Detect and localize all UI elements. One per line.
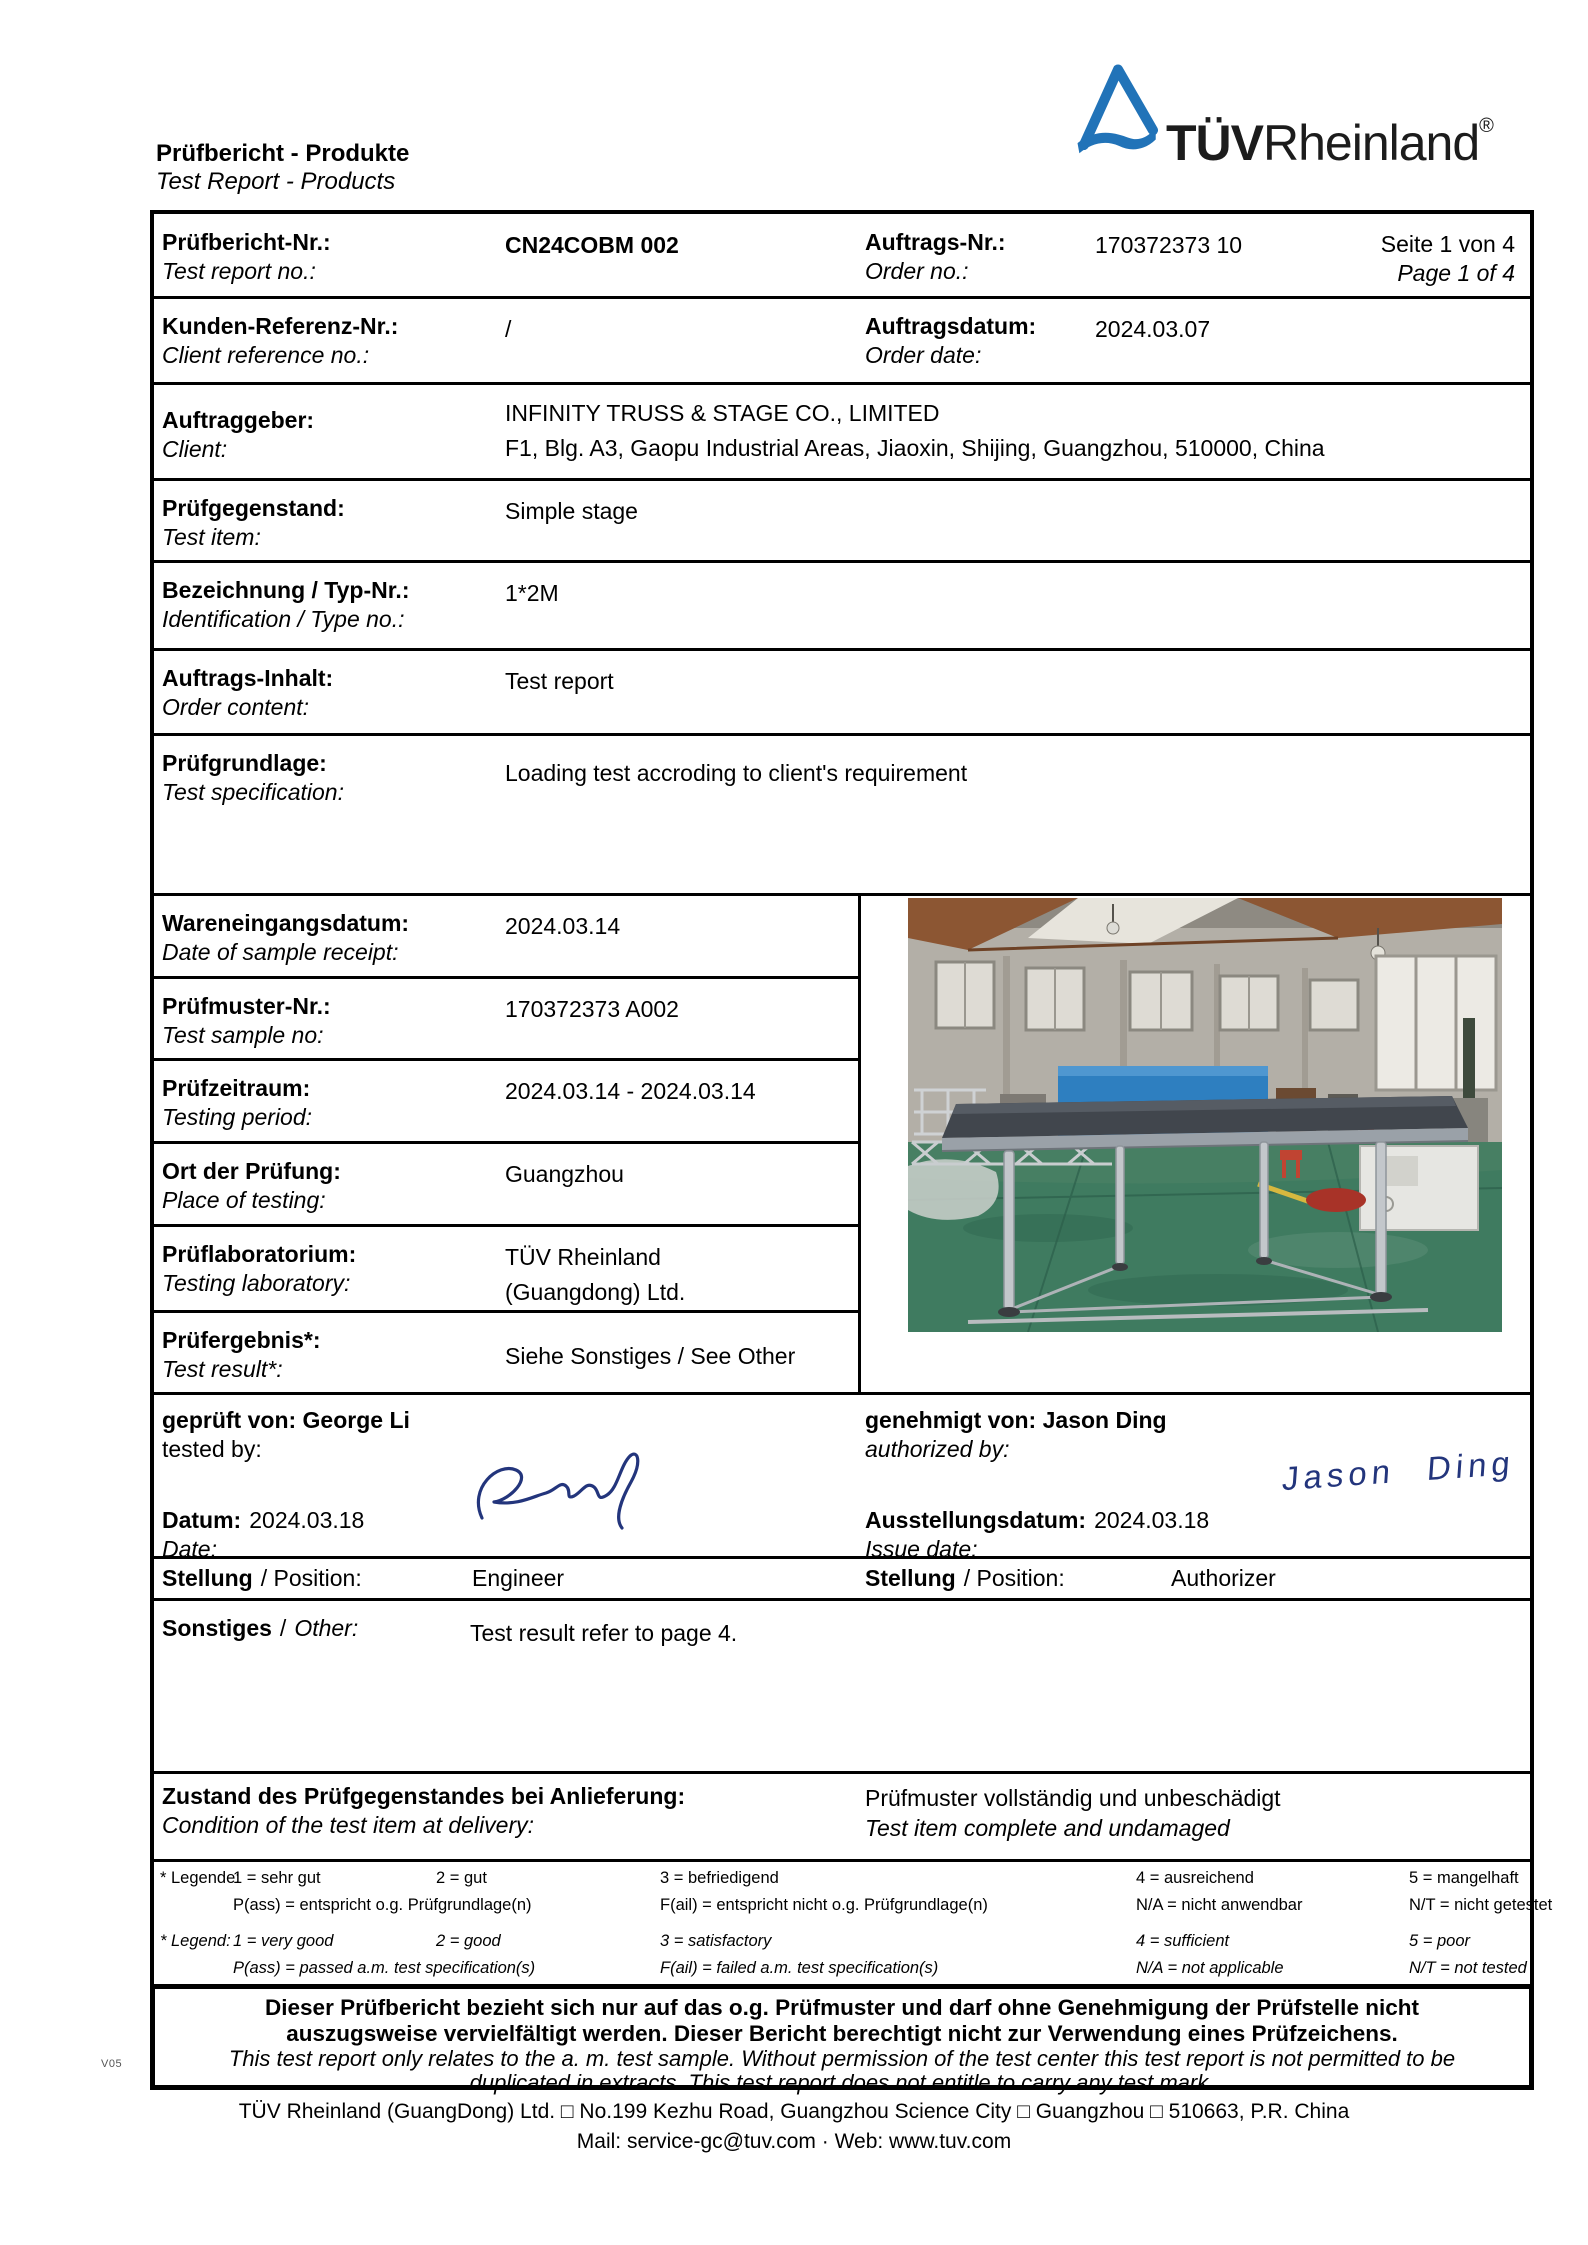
logo-wordmark bbox=[1166, 100, 1493, 169]
position-value-left: Engineer bbox=[472, 1565, 565, 1591]
other-label: Sonstiges / Other: bbox=[162, 1615, 359, 1641]
legend-en-5: 5 = poor bbox=[1409, 1932, 1471, 1950]
tested-by-label-en: tested by: bbox=[162, 1436, 262, 1462]
sample-no-value: 170372373 A002 bbox=[505, 996, 679, 1022]
field-client: Auftraggeber: Client: bbox=[162, 407, 315, 462]
field-sample-receipt: Wareneingangsdatum: Date of sample receipt: bbox=[162, 910, 410, 965]
legend-de-fail: F(ail) = entspricht nicht o.g. Prüfgrundlage(n) bbox=[660, 1896, 988, 1914]
order-content-value: Test report bbox=[505, 668, 614, 694]
authorized-by-label-en: authorized by: bbox=[865, 1436, 1010, 1462]
footer-address: TÜV Rheinland (GuangDong) Ltd. □ No.199 Kezhu Road, Guangzhou Science City □ Guangzhou □ 510663, P.R. China bbox=[238, 2100, 1350, 2123]
field-test-spec: Prüfgrundlage: Test specification: bbox=[162, 750, 344, 805]
legend-de-1: 1 = sehr gut bbox=[233, 1869, 321, 1887]
report-table bbox=[150, 210, 1553, 1984]
legend-de-3: 3 = befriedigend bbox=[660, 1869, 779, 1887]
position-value-right: Authorizer bbox=[1171, 1565, 1276, 1591]
testing-period-value: 2024.03.14 - 2024.03.14 bbox=[505, 1078, 756, 1104]
legend-de-pass: P(ass) = entspricht o.g. Prüfgrundlage(n) bbox=[233, 1896, 532, 1914]
field-testing-period: Prüfzeitraum: Testing period: bbox=[162, 1075, 313, 1130]
position-label-right: Stellung / Position: bbox=[865, 1565, 1065, 1591]
form-version: V05 bbox=[101, 2058, 123, 2070]
test-item-photo bbox=[908, 898, 1502, 1332]
legend-en-4: 4 = sufficient bbox=[1136, 1932, 1230, 1950]
field-order-no: Auftrags-Nr.: Order no.: bbox=[865, 229, 1006, 284]
legend-label-de: * Legende: bbox=[160, 1869, 240, 1887]
authorized-date: Ausstellungsdatum: 2024.03.18 bbox=[865, 1507, 1210, 1533]
other-value: Test result refer to page 4. bbox=[470, 1620, 738, 1646]
legend-label-en: * Legend: bbox=[160, 1932, 231, 1950]
tuv-triangle-icon bbox=[1072, 58, 1164, 162]
authorized-date-label-en: Issue date: bbox=[865, 1536, 978, 1562]
legend-de-na: N/A = nicht anwendbar bbox=[1136, 1896, 1303, 1914]
identification-value: 1*2M bbox=[505, 580, 559, 606]
client-name: INFINITY TRUSS & STAGE CO., LIMITED bbox=[505, 400, 940, 426]
field-lab: Prüflaboratorium: Testing laboratory: bbox=[162, 1241, 357, 1296]
authorized-by-label-de: genehmigt von: Jason Ding bbox=[865, 1407, 1167, 1433]
test-spec-value: Loading test accroding to client's requirement bbox=[505, 760, 968, 786]
field-place: Ort der Prüfung: Place of testing: bbox=[162, 1158, 341, 1213]
field-order-date: Auftragsdatum: Order date: bbox=[865, 313, 1037, 368]
field-order-content: Auftrags-Inhalt: Order content: bbox=[162, 665, 334, 720]
report-no-value: CN24COBM 002 bbox=[505, 232, 679, 258]
legend-de-5: 5 = mangelhaft bbox=[1409, 1869, 1519, 1887]
order-no-value: 170372373 10 bbox=[1095, 232, 1243, 258]
test-item-value: Simple stage bbox=[505, 498, 638, 524]
disclaimer-en-line1: This test report only relates to the a. m. test sample. Without permission of the test center this test report is not permitted to be bbox=[228, 2046, 1456, 2071]
legend-en-pass: P(ass) = passed a.m. test specification(s) bbox=[233, 1959, 536, 1977]
place-value: Guangzhou bbox=[505, 1161, 624, 1187]
doc-title-de: Prüfbericht - Produkte bbox=[156, 140, 410, 167]
legend-de-2: 2 = gut bbox=[436, 1869, 487, 1887]
field-client-ref: Kunden-Referenz-Nr.: Client reference no.: bbox=[162, 313, 399, 368]
condition-value-en: Test item complete and undamaged bbox=[865, 1815, 1230, 1841]
lab-value-line2: (Guangdong) Ltd. bbox=[505, 1279, 686, 1305]
condition-value-de: Prüfmuster vollständig und unbeschädigt bbox=[865, 1785, 1281, 1811]
legend-de-4: 4 = ausreichend bbox=[1136, 1869, 1254, 1887]
legend-en-na: N/A = not applicable bbox=[1136, 1959, 1284, 1977]
legend-de-nt: N/T = nicht getestet bbox=[1409, 1896, 1553, 1914]
tested-by-label-de: geprüft von: George Li bbox=[162, 1407, 410, 1433]
registered-mark-icon: ® bbox=[1479, 115, 1493, 137]
lab-value-line1: TÜV Rheinland bbox=[505, 1244, 661, 1270]
result-value: Siehe Sonstiges / See Other bbox=[505, 1343, 796, 1369]
position-label-left: Stellung / Position: bbox=[162, 1565, 362, 1591]
client-address: F1, Blg. A3, Gaopu Industrial Areas, Jiaoxin, Shijing, Guangzhou, 510000, China bbox=[505, 435, 1325, 461]
footer-contact: Mail: service-gc@tuv.com · Web: www.tuv.com bbox=[576, 2130, 1012, 2153]
doc-title-en: Test Report - Products bbox=[156, 168, 396, 195]
disclaimer-de-line1: Dieser Prüfbericht bezieht sich nur auf das o.g. Prüfmuster und darf ohne Genehmigung der Prüfstelle nicht bbox=[265, 1995, 1419, 2020]
page-indicator-de: Seite 1 von 4 bbox=[1380, 231, 1515, 257]
disclaimer-box bbox=[150, 1984, 1534, 2095]
field-test-item: Prüfgegenstand: Test item: bbox=[162, 495, 345, 550]
page-indicator bbox=[1381, 230, 1515, 288]
order-date-value: 2024.03.07 bbox=[1095, 316, 1211, 342]
logo-rheinland: Rheinland bbox=[1263, 115, 1480, 171]
field-condition: Zustand des Prüfgegenstandes bei Anlieferung: Condition of the test item at delivery: bbox=[162, 1783, 686, 1838]
disclaimer-de-line2: auszugsweise vervielfältigt werden. Dieser Bericht berechtigt nicht zur Verwendung eines Prüfzeichens. bbox=[286, 2021, 1398, 2046]
sample-receipt-value: 2024.03.14 bbox=[505, 913, 621, 939]
disclaimer-en-line2: duplicated in extracts. This test report does not entitle to carry any test mark. bbox=[469, 2070, 1215, 2095]
tested-date-label-en: Date: bbox=[162, 1536, 217, 1562]
tested-date: Datum: 2024.03.18 bbox=[162, 1507, 365, 1533]
legend-en-2: 2 = good bbox=[436, 1932, 501, 1950]
logo-tuv: TÜV bbox=[1166, 115, 1263, 171]
field-result: Prüfergebnis*: Test result*: bbox=[162, 1327, 321, 1382]
legend-en-nt: N/T = not tested bbox=[1409, 1959, 1527, 1977]
tested-signature bbox=[460, 1436, 700, 1556]
tuv-rheinland-logo bbox=[1072, 58, 1493, 171]
field-report-no: Prüfbericht-Nr.: Test report no.: bbox=[162, 229, 331, 284]
legend-en-fail: F(ail) = failed a.m. test specification(s) bbox=[660, 1959, 939, 1977]
client-ref-value: / bbox=[505, 316, 512, 342]
field-identification: Bezeichnung / Typ-Nr.: Identification / Type no.: bbox=[162, 577, 410, 632]
page-indicator-en: Page 1 of 4 bbox=[1397, 260, 1515, 286]
legend-en-1: 1 = very good bbox=[233, 1932, 334, 1950]
legend-en-3: 3 = satisfactory bbox=[660, 1932, 772, 1950]
authorized-signature: Jason Ding bbox=[1281, 1443, 1517, 1498]
photo-cell-divider bbox=[858, 893, 861, 1395]
field-sample-no: Prüfmuster-Nr.: Test sample no: bbox=[162, 993, 331, 1048]
